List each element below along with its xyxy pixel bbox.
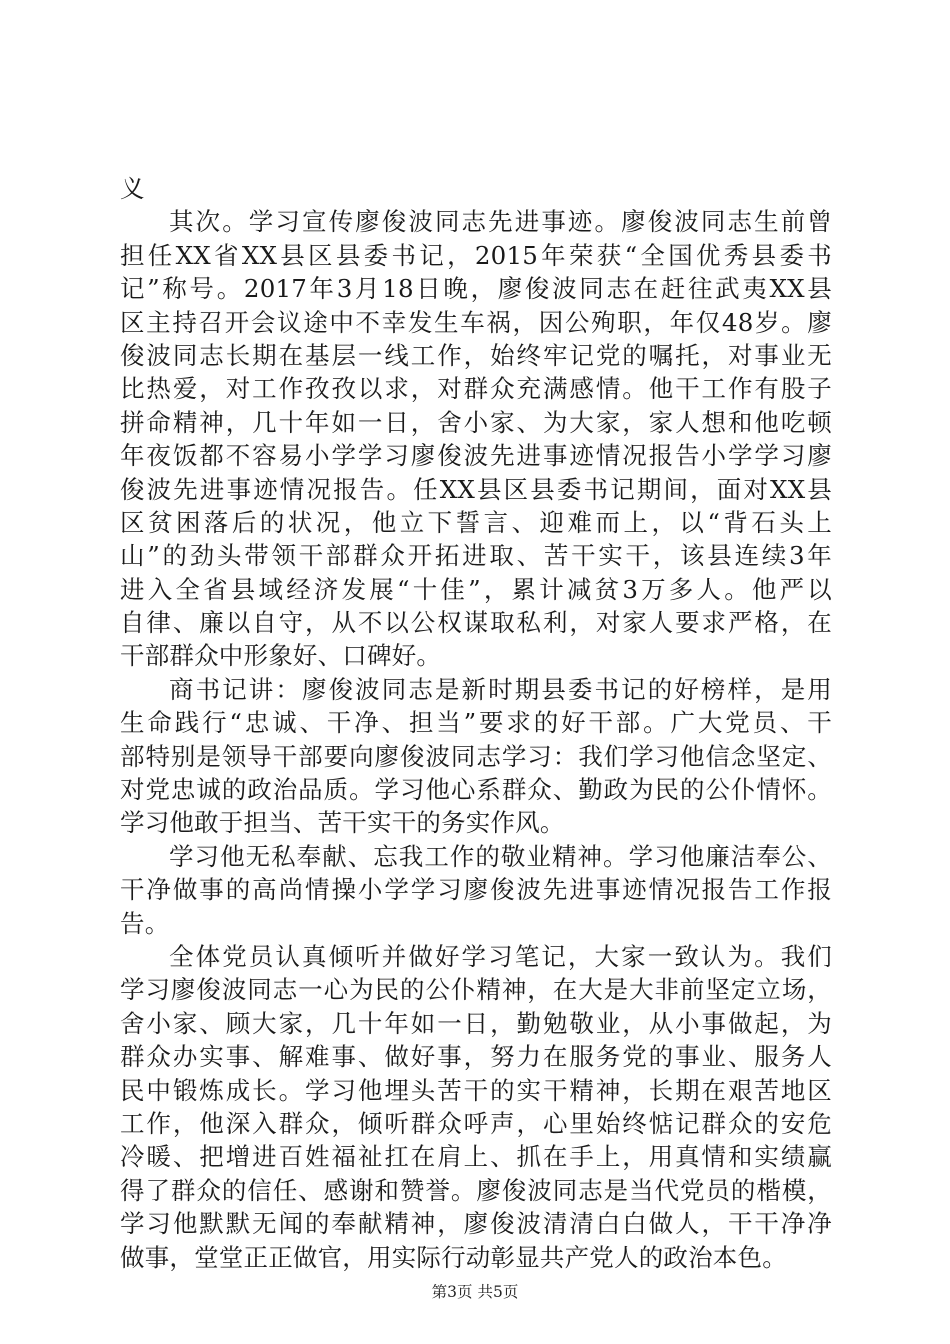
text-line: 学习他默默无闻的奉献精神，廖俊波清清白白做人，干干净净	[120, 1209, 832, 1239]
text-line: 进入全省县域经济发展“十佳”，累计减贫3万多人。他严以	[120, 574, 832, 604]
text-line: 其次。学习宣传廖俊波同志先进事迹。廖俊波同志生前曾	[169, 207, 832, 237]
text-line: 全体党员认真倾听并做好学习笔记，大家一致认为。我们	[169, 941, 832, 971]
text-line: 部特别是领导干部要向廖俊波同志学习：我们学习他信念坚定、	[120, 741, 832, 771]
text-line: 得了群众的信任、感谢和赞誉。廖俊波同志是当代党员的楷模，	[120, 1175, 832, 1205]
text-line: 义	[120, 174, 145, 203]
text-line: 拼命精神，几十年如一日，舍小家、为大家，家人想和他吃顿	[120, 407, 832, 437]
text-line: 舍小家、顾大家，几十年如一日，勤勉敬业，从小事做起，为	[120, 1008, 832, 1038]
text-line: 山”的劲头带领干部群众开拓进取、苦干实干，该县连续3年	[120, 541, 832, 571]
text-line: 区贫困落后的状况，他立下誓言、迎难而上，以“背石头上	[120, 507, 832, 537]
text-line: 自律、廉以自守，从不以公权谋取私利，对家人要求严格，在	[120, 608, 832, 638]
text-line: 干净做事的高尚情操小学学习廖俊波先进事迹情况报告工作报	[120, 875, 832, 905]
text-line: 群众办实事、解难事、做好事，努力在服务党的事业、服务人	[120, 1042, 832, 1072]
text-line: 对党忠诚的政治品质。学习他心系群众、勤政为民的公仆情怀。	[120, 775, 832, 805]
text-line: 生命践行“忠诚、干净、担当”要求的好干部。广大党员、干	[120, 708, 832, 738]
text-line: 工作，他深入群众，倾听群众呼声，心里始终惦记群众的安危	[120, 1108, 832, 1138]
text-line: 告。	[120, 908, 170, 938]
text-line: 比热爱，对工作孜孜以求，对群众充满感情。他干工作有股子	[120, 374, 832, 404]
text-line: 冷暖、把增进百姓福祉扛在肩上、抓在手上，用真情和实绩赢	[120, 1142, 832, 1172]
text-line: 商书记讲：廖俊波同志是新时期县委书记的好榜样，是用	[169, 674, 832, 704]
text-line: 学习他无私奉献、忘我工作的敬业精神。学习他廉洁奉公、	[169, 841, 832, 871]
document-body	[120, 172, 832, 1274]
page-footer: 第3页 共5页	[431, 1283, 519, 1301]
text-line: 区主持召开会议途中不幸发生车祸，因公殉职，年仅48岁。廖	[120, 307, 832, 337]
text-line: 担任XX省XX县区县委书记，2015年荣获“全国优秀县委书	[120, 240, 832, 270]
text-line: 学习他敢于担当、苦干实干的务实作风。	[120, 808, 565, 838]
text-line: 俊波先进事迹情况报告。任XX县区县委书记期间，面对XX县	[120, 474, 832, 504]
text-line: 做事，堂堂正正做官，用实际行动彰显共产党人的政治本色。	[120, 1242, 787, 1272]
text-line: 学习廖俊波同志一心为民的公仆精神，在大是大非前坚定立场，	[120, 975, 832, 1005]
text-line: 民中锻炼成长。学习他埋头苦干的实干精神，长期在艰苦地区	[120, 1075, 832, 1105]
text-line: 记”称号。2017年3月18日晚，廖俊波同志在赶往武夷XX县	[120, 274, 832, 304]
text-line: 年夜饭都不容易小学学习廖俊波先进事迹情况报告小学学习廖	[120, 441, 832, 471]
text-line: 俊波同志长期在基层一线工作，始终牢记党的嘱托，对事业无	[120, 340, 832, 370]
text-line: 干部群众中形象好、口碑好。	[120, 641, 442, 671]
